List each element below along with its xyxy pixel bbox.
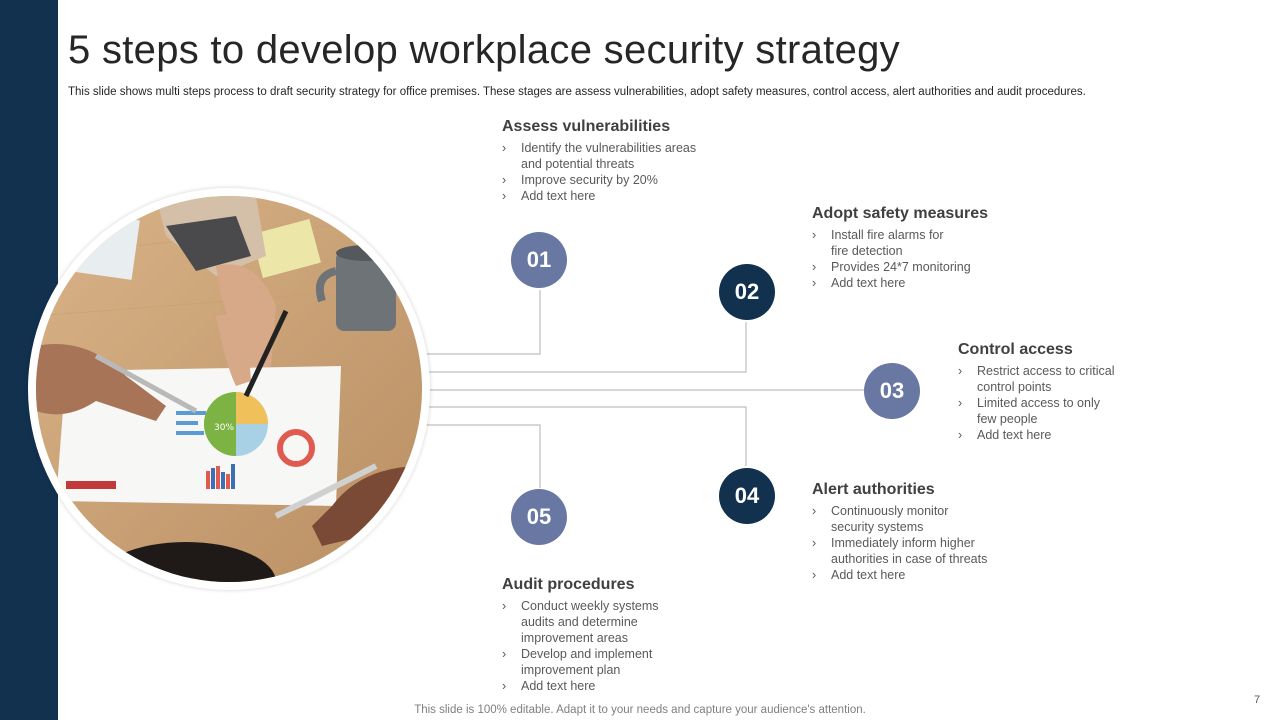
step-03-bullet: › Limited access to only few people <box>958 395 1115 427</box>
step-01-number: 01 <box>526 247 552 272</box>
step-05-number: 05 <box>526 504 552 529</box>
photo-frame <box>28 188 430 590</box>
step-04-circle <box>719 468 775 524</box>
slide-footer: This slide is 100% editable. Adapt it to your needs and capture your audience's attention. <box>414 704 866 716</box>
step-01-bullet: › Add text here <box>502 188 696 204</box>
step-03-circle <box>864 363 920 419</box>
step-05-bullet: › Develop and implement improvement plan <box>502 646 659 678</box>
page-number: 7 <box>1254 694 1261 706</box>
step-02-bullet: › Install fire alarms for fire detection <box>812 227 988 259</box>
step-04-bullet: › Immediately inform higher authorities in case of threats <box>812 535 987 567</box>
step-04-heading: Alert authorities <box>812 481 935 498</box>
step-05-circle <box>511 489 567 545</box>
step-04-number: 04 <box>734 483 760 508</box>
step-03-bullet: › Restrict access to critical control points <box>958 363 1115 395</box>
step-04-block <box>812 481 987 583</box>
step-01-bullet: › Identify the vulnerabilities areas and potential threats <box>502 140 696 172</box>
step-02-bullet: › Add text here <box>812 275 988 291</box>
connector-02 <box>418 322 746 372</box>
step-02-heading: Adopt safety measures <box>812 205 989 222</box>
step-03-bullet: › Add text here <box>958 427 1115 443</box>
step-01-heading: Assess vulnerabilities <box>502 118 671 135</box>
step-02-number: 02 <box>734 279 760 304</box>
step-04-bullet: › Continuously monitor security systems <box>812 503 987 535</box>
step-04-bullet: › Add text here <box>812 567 987 583</box>
connector-01 <box>418 290 540 354</box>
step-05-bullet: › Add text here <box>502 678 659 694</box>
connector-05 <box>418 425 540 488</box>
step-01-circle <box>511 232 567 288</box>
step-03-heading: Control access <box>958 341 1073 358</box>
step-03-block <box>958 341 1115 443</box>
step-02-bullet: › Provides 24*7 monitoring <box>812 259 988 275</box>
step-03-number: 03 <box>879 378 905 403</box>
slide-subtitle: This slide shows multi steps process to draft security strategy for office premises. These stages are assess vulnerabilities, adopt safety measures, control access, alert authorities and audit procedures. <box>68 86 1086 98</box>
step-01-bullet: › Improve security by 20% <box>502 172 696 188</box>
step-05-block <box>502 576 659 694</box>
step-02-circle <box>719 264 775 320</box>
step-05-heading: Audit procedures <box>502 576 635 593</box>
slide-title: 5 steps to develop workplace security strategy <box>68 28 900 72</box>
connector-04 <box>418 407 746 466</box>
step-01-block <box>502 118 696 204</box>
pie-chart-label: 30% <box>214 423 235 433</box>
step-05-bullet: › Conduct weekly systems audits and determine improvement areas <box>502 598 659 646</box>
step-02-block <box>812 205 988 291</box>
office-meeting-photo <box>36 196 422 582</box>
